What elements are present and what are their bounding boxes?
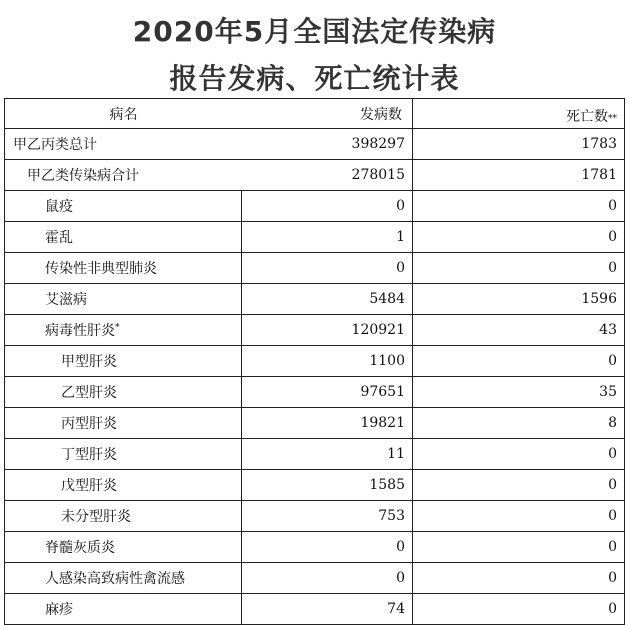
page-title: 2020年5月全国法定传染病 (132, 15, 497, 48)
row-deaths: 0 (412, 222, 625, 253)
row-cases: 1585 (242, 470, 412, 501)
row-name: 霍乱 (4, 222, 242, 253)
header-cases: 发病数 (242, 99, 412, 129)
row-name: 未分型肝炎 (4, 501, 242, 532)
row-deaths: 0 (412, 346, 625, 377)
row-name: 戊型肝炎 (4, 470, 242, 501)
row-cases: 0 (242, 532, 412, 563)
row-cases: 0 (242, 253, 412, 284)
row-deaths: 35 (412, 377, 625, 408)
row-name-mark: * (115, 322, 120, 333)
row-deaths: 0 (412, 253, 625, 284)
row-deaths: 0 (412, 563, 625, 594)
row-name: 丁型肝炎 (4, 439, 242, 470)
row-name: 乙型肝炎 (4, 377, 242, 408)
row-deaths: 0 (412, 594, 625, 625)
table-row (4, 129, 625, 160)
row-name: 甲乙类传染病合计 (4, 160, 242, 191)
table-row (4, 160, 625, 191)
table-row (4, 563, 625, 594)
row-name: 人感染高致病性禽流感 (4, 563, 242, 594)
row-deaths: 0 (412, 532, 625, 563)
table-row (4, 222, 625, 253)
row-cases: 1 (242, 222, 412, 253)
table-row (4, 594, 625, 625)
row-name: 甲乙丙类总计 (4, 129, 242, 160)
row-cases: 11 (242, 439, 412, 470)
row-cases: 19821 (242, 408, 412, 439)
header-name: 病名 (4, 99, 242, 129)
row-name (4, 315, 242, 346)
row-name-label: 病毒性肝炎 (45, 323, 115, 339)
row-cases: 1100 (242, 346, 412, 377)
header-deaths (412, 99, 625, 129)
row-cases: 0 (242, 563, 412, 594)
table-header (4, 98, 625, 129)
row-cases: 120921 (242, 315, 412, 346)
row-cases: 74 (242, 594, 412, 625)
row-deaths: 1781 (412, 160, 625, 191)
table-row (4, 284, 625, 315)
row-cases: 5484 (242, 284, 412, 315)
header-deaths-label: 死亡数 (566, 109, 608, 125)
row-deaths: 0 (412, 470, 625, 501)
row-name: 脊髓灰质炎 (4, 532, 242, 563)
table-row (4, 532, 625, 563)
row-deaths: 8 (412, 408, 625, 439)
header-deaths-mark: ** (608, 114, 617, 124)
row-deaths: 1596 (412, 284, 625, 315)
row-cases: 753 (242, 501, 412, 532)
row-cases: 97651 (242, 377, 412, 408)
row-name: 麻疹 (4, 594, 242, 625)
row-deaths: 1783 (412, 129, 625, 160)
row-name: 甲型肝炎 (4, 346, 242, 377)
row-name: 艾滋病 (4, 284, 242, 315)
table-row (4, 253, 625, 284)
row-cases: 0 (242, 191, 412, 222)
row-name: 丙型肝炎 (4, 408, 242, 439)
table-row (4, 501, 625, 532)
row-cases: 398297 (242, 129, 412, 160)
statistics-table (4, 98, 625, 625)
page-subtitle: 报告发病、死亡统计表 (169, 62, 460, 95)
row-deaths: 0 (412, 191, 625, 222)
table-row (4, 191, 625, 222)
table-row (4, 377, 625, 408)
table-row (4, 408, 625, 439)
row-cases: 278015 (242, 160, 412, 191)
row-deaths: 43 (412, 315, 625, 346)
table-row (4, 439, 625, 470)
row-deaths: 0 (412, 501, 625, 532)
table-row (4, 315, 625, 346)
row-name: 传染性非典型肺炎 (4, 253, 242, 284)
table-row (4, 470, 625, 501)
row-deaths: 0 (412, 439, 625, 470)
table-row (4, 346, 625, 377)
row-name: 鼠疫 (4, 191, 242, 222)
